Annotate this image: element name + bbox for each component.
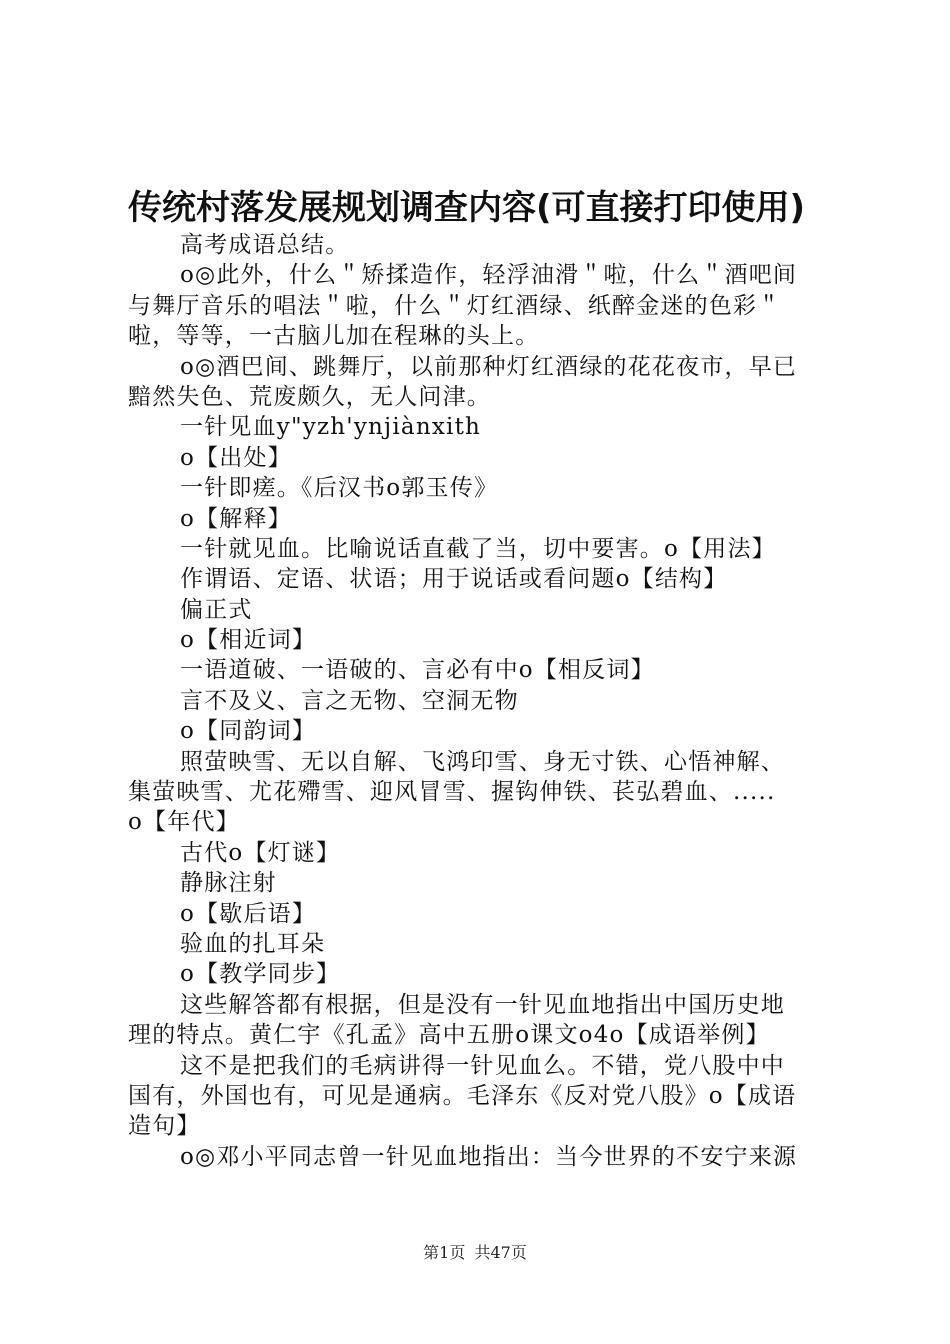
text-line: 高考成语总结。 [180,232,350,258]
text-line: o【同韵词】 [180,718,317,745]
text-line: 啦，等等，一古脑儿加在程琳的头上。 [128,323,540,350]
text-line: 作谓语、定语、状语；用于说话或看问题o【结构】 [180,566,728,593]
text-line: o【歇后语】 [180,900,317,927]
text-line: 一针就见血。比喻说话直截了当，切中要害。o【用法】 [180,535,776,562]
text-line: 一针即瘥。《后汉书o郭玉传》 [180,475,499,502]
text-line: 静脉注射 [180,870,277,897]
text-line: 古代o【灯谜】 [180,839,341,866]
text-line: o【年代】 [128,809,240,836]
text-line: 言不及义、言之无物、空洞无物 [180,687,519,714]
text-line: o◎酒巴间、跳舞厅，以前那种灯红酒绿的花花夜市，早已 [180,353,798,380]
document-body [128,230,832,1172]
text-line: 偏正式 [180,596,253,623]
text-line: 一语道破、一语破的、言必有中o【相反词】 [180,657,655,684]
text-line: 与舞厅音乐的唱法＂啦，什么＂灯红酒绿、纸醉金迷的色彩＂ [128,292,782,319]
text-line: 一针见血y"yzh'ynjiànxith [180,414,482,441]
text-line: 这些解答都有根据，但是没有一针见血地指出中国历史地 [180,991,785,1018]
page-total: 共47页 [474,1243,527,1262]
text-line: 验血的扎耳朵 [180,930,326,957]
text-line: o【出处】 [180,444,292,471]
text-line: o【解释】 [180,505,292,532]
text-line: 国有，外国也有，可见是通病。毛泽东《反对党八股》o【成语 [128,1082,797,1109]
text-line: 黯然失色、荒废颇久，无人问津。 [128,383,491,410]
text-line: 理的特点。黄仁宇《孔孟》高中五册o课文o4o【成语举例】 [128,1022,770,1049]
text-line: o◎此外，什么＂矫揉造作，轻浮油滑＂啦，什么＂酒吧间 [180,262,798,289]
text-line: 集萤映雪、尤花殢雪、迎风冒雪、握钩伸铁、苌弘碧血、..... [128,779,776,806]
text-line: o◎邓小平同志曾一针见血地指出：当今世界的不安宁来源 [180,1143,798,1170]
page-footer [0,1242,950,1264]
text-line: 照萤映雪、无以自解、飞鸿印雪、身无寸铁、心悟神解、 [180,748,785,775]
document-title: 传统村落发展规划调查内容(可直接打印使用) [128,188,806,228]
text-line: 造句】 [128,1113,201,1140]
text-line: o【相近词】 [180,627,317,654]
text-line: o【教学同步】 [180,961,341,988]
page-number: 第1页 [423,1243,466,1262]
text-line: 这不是把我们的毛病讲得一针见血么。不错，党八股中中 [180,1052,785,1079]
